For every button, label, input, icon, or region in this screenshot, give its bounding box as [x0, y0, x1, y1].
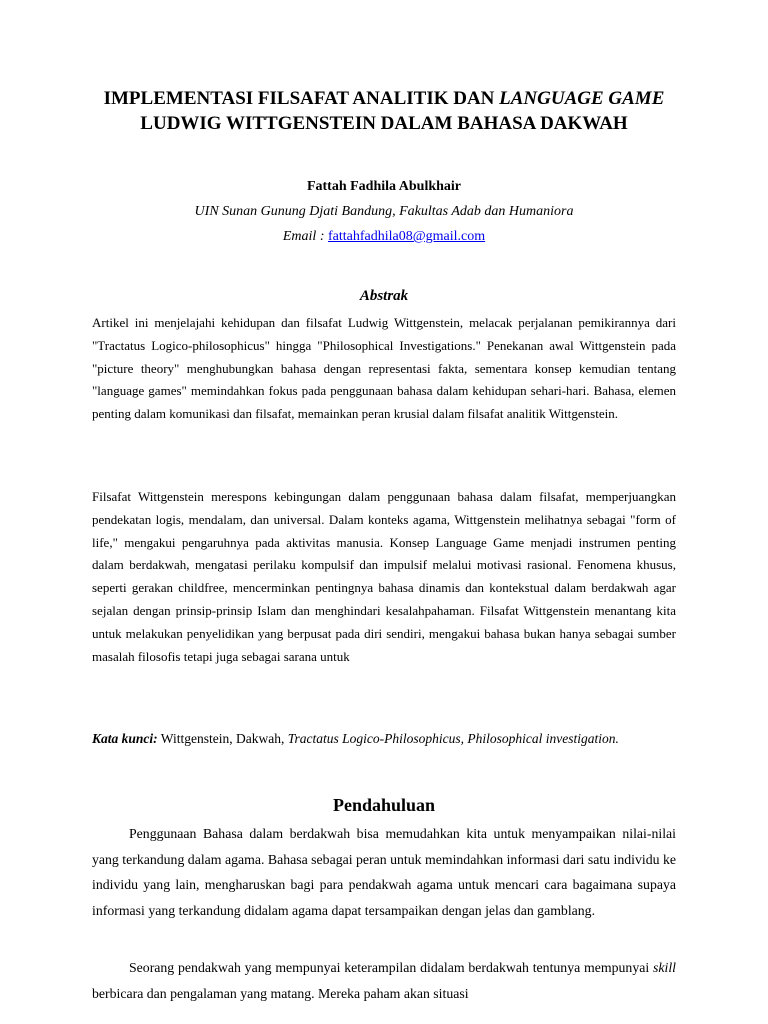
- section-heading-introduction: Pendahuluan: [332, 795, 436, 815]
- intro-p2-italic: skill: [653, 960, 676, 975]
- title-part-1: IMPLEMENTASI FILSAFAT ANALITIK DAN: [103, 88, 500, 109]
- keywords-italic: Tractatus Logico-Philosophicus, Philosophical investigation.: [287, 731, 619, 746]
- email-link[interactable]: fattahfadhila08@gmail.com: [327, 229, 486, 244]
- author-name: Fattah Fadhila Abulkhair: [306, 179, 462, 194]
- introduction-paragraph-1: Penggunaan Bahasa dalam berdakwah bisa memudahkan kita untuk menyampaikan nilai-nilai yang terkandung dalam agama. Bahasa sebagai peran untuk memindahkan informasi dari satu individu ke individu yang lain, mengharuskan bagi para pendakwah agama untuk mencari cara bagaimana supaya informasi yang terkandung didalam agama dapat tersampaikan dengan jelas dan gamblang.: [92, 826, 676, 918]
- keywords-plain: Wittgenstein, Dakwah,: [157, 731, 288, 746]
- keywords-label: Kata kunci:: [92, 731, 158, 746]
- title-italic-part: LANGUAGE GAME: [499, 88, 665, 109]
- title-part-2: LUDWIG WITTGENSTEIN DALAM BAHASA DAKWAH: [140, 113, 628, 134]
- keywords: [92, 730, 676, 747]
- abstract-paragraph-2: Filsafat Wittgenstein merespons kebingungan dalam penggunaan bahasa dalam filsafat, memperjuangkan pendekatan logis, mendalam, dan universal. Dalam konteks agama, Wittgenstein melihatnya sebagai "form of life," mengakui pengaruhnya pada aktivitas manusia. Konsep Language Game menjadi instrumen penting dalam berdakwah, mengatasi perilaku kompulsif dan impulsif melalui motivasi rasional. Fenomena khusus, seperti gerakan childfree, mencerminkan pentingnya bahasa dinamis dan kontekstual dalam berdakwah agar sejalan dengan prinsip-prinsip Islam dan menghindari kesalahpahaman. Filsafat Wittgenstein menantang kita untuk melakukan penyelidikan yang berpusat pada diri sendiri, mengakui bahasa bukan hanya sebagai sumber masalah filosofis tetapi juga sebagai sarana untuk: [92, 489, 676, 664]
- author-email: [92, 228, 676, 246]
- email-label: Email :: [282, 229, 328, 244]
- paper-title: [92, 86, 676, 136]
- intro-p2-end: berbicara dan pengalaman yang matang. Mereka paham akan situasi: [92, 985, 469, 1001]
- author-affiliation: UIN Sunan Gunung Djati Bandung, Fakultas Adab dan Humaniora: [194, 204, 574, 219]
- intro-p2-start: Seorang pendakwah yang mempunyai keterampilan didalam berdakwah tentunya mempunyai: [129, 960, 653, 975]
- abstract-heading: Abstrak: [359, 288, 409, 304]
- introduction-paragraph-2: [92, 955, 676, 1006]
- abstract-paragraph-1: Artikel ini menjelajahi kehidupan dan filsafat Ludwig Wittgenstein, melacak perjalanan pemikirannya dari "Tractatus Logico-philosophicus" hingga "Philosophical Investigations." Penekanan awal Wittgenstein pada "picture theory" menghubungkan bahasa dengan representasi fakta, sementara konsep kemudian tentang "language games" memindahkan fokus pada penggunaan bahasa dalam kehidupan sehari-hari. Bahasa, elemen penting dalam komunikasi dan filsafat, memainkan peran krusial dalam filsafat analitik Wittgenstein.: [92, 315, 676, 422]
